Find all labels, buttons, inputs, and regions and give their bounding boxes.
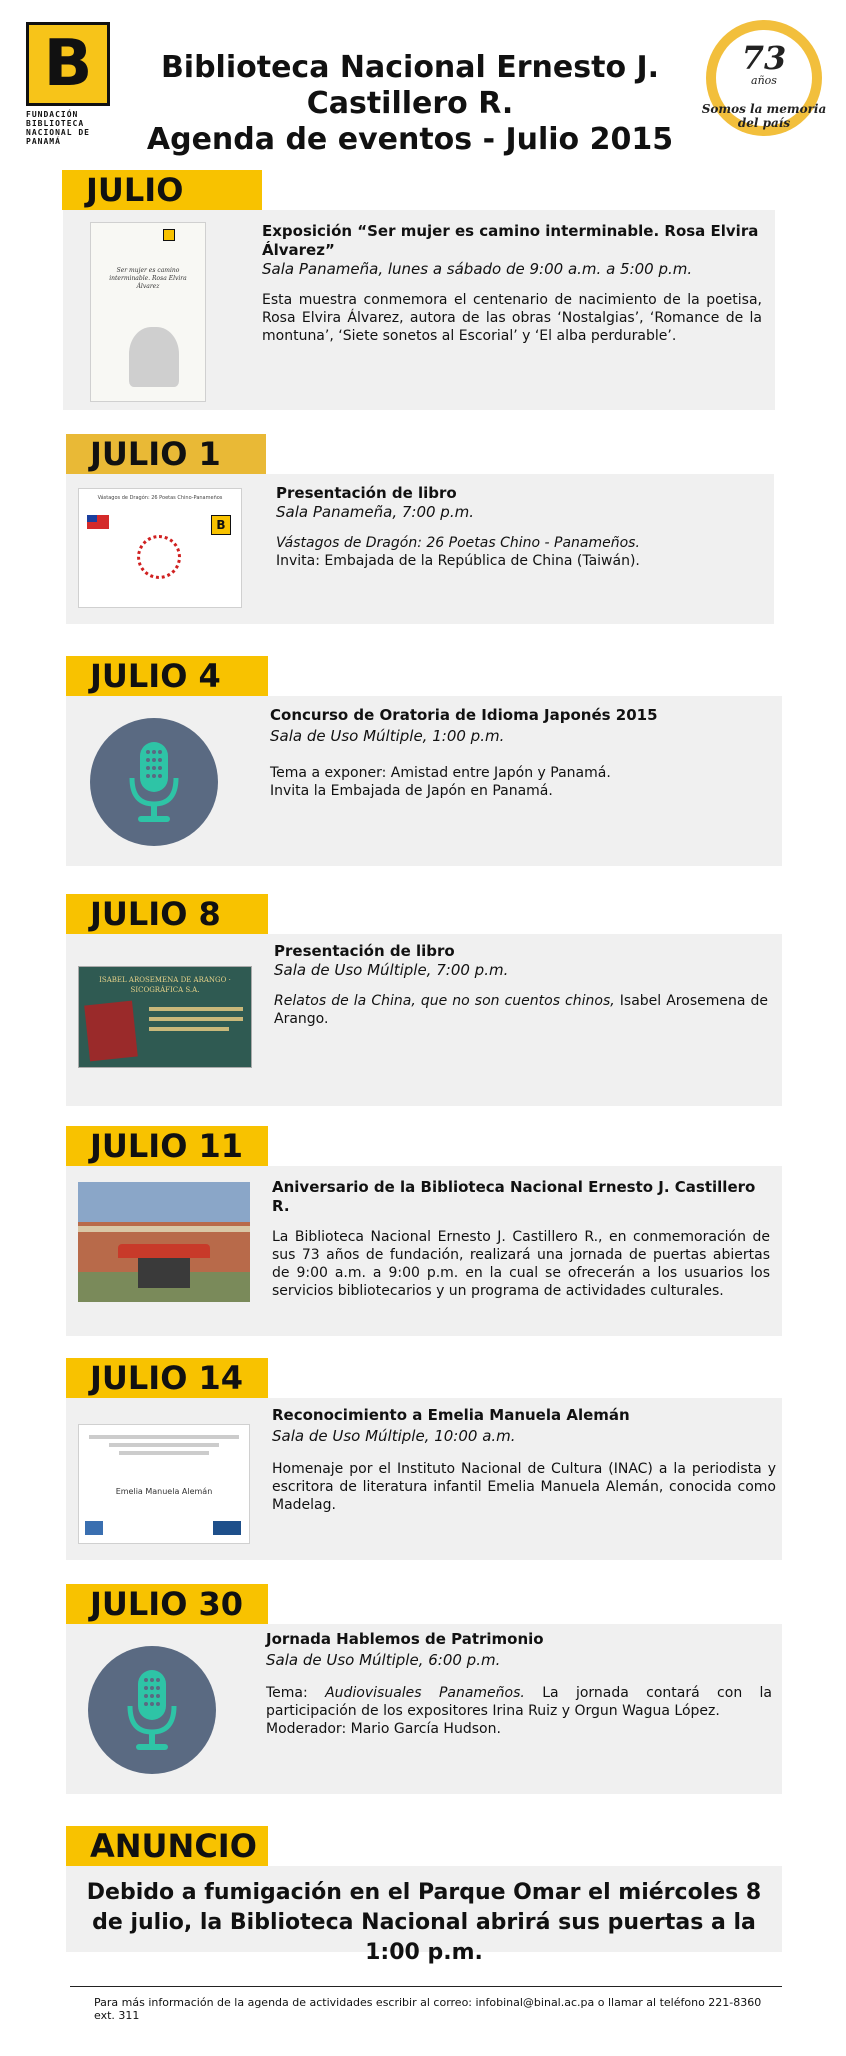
event-content-julio-14 <box>272 1406 776 1514</box>
topic-prefix: Tema: <box>266 1685 326 1701</box>
event-description: Esta muestra conmemora el centenario de nacimiento de la poetisa, Rosa Elvira Álvarez, autora de las obras ‘Nostalgias’, ‘Romance de la montuna’, ‘Siete sonetos al Escorial’ y ‘El alba perdurable’. <box>262 292 762 344</box>
event-subtitle: Sala Panameña, 7:00 p.m. <box>276 503 474 521</box>
event-content-julio-30 <box>266 1630 772 1738</box>
book-author: Isabel Arosemena de Arango. <box>274 993 768 1027</box>
event-description: La Biblioteca Nacional Ernesto J. Castillero R., en conmemoración de sus 73 años de fundación, realizará una jornada de puertas abiertas de 9:00 a.m. a 9:00 p.m. en la cual se ofrecerán a los usuarios los servicios bibliotecarios y un programa de actividades culturales. <box>272 1229 770 1299</box>
event-title: Aniversario de la Biblioteca Nacional Ernesto J. Castillero R. <box>272 1178 756 1215</box>
event-title: Jornada Hablemos de Patrimonio <box>266 1630 544 1648</box>
book-title: Relatos de la China, que no son cuentos chinos, <box>274 993 615 1009</box>
event-content-julio-8 <box>274 942 768 1028</box>
event-title: Concurso de Oratoria de Idioma Japonés 2015 <box>270 706 658 724</box>
event-content-julio-4 <box>270 706 770 800</box>
logo <box>26 22 110 146</box>
inac-logo-icon <box>85 1521 103 1535</box>
event-moderator: Moderador: Mario García Hudson. <box>266 1721 501 1737</box>
section-label-julio: JULIO <box>62 170 262 210</box>
book-title: Vástagos de Dragón: 26 Poetas Chino - Panameños. <box>276 535 640 551</box>
event-content-julio-1 <box>276 484 766 570</box>
event-description: Homenaje por el Instituto Nacional de Cultura (INAC) a la periodista y escritora de literatura infantil Emelia Manuela Alemán, conocida como Madelag. <box>272 1461 776 1513</box>
event-title: Presentación de libro <box>276 484 457 502</box>
invitation-name: Emelia Manuela Alemán <box>115 1487 213 1496</box>
seal-number: 73 <box>741 39 787 77</box>
taiwan-flag-icon <box>87 515 109 529</box>
book-invitation-thumbnail <box>78 488 242 608</box>
microphone-icon <box>90 718 218 846</box>
homage-invitation-thumbnail <box>78 1424 250 1544</box>
section-label-julio-11: JULIO 11 <box>66 1126 268 1166</box>
cultura-logo-icon <box>213 1521 241 1535</box>
event-title: Presentación de libro <box>274 942 455 960</box>
event-subtitle: Sala de Uso Múltiple, 10:00 a.m. <box>272 1427 516 1445</box>
section-label-anuncio: ANUNCIO <box>66 1826 268 1866</box>
section-label-julio-8: JULIO 8 <box>66 894 268 934</box>
event-subtitle: Sala de Uso Múltiple, 6:00 p.m. <box>266 1651 501 1669</box>
event-description: Invita: Embajada de la República de China (Taiwán). <box>276 553 640 569</box>
topic-details: La jornada contará con la participación de los expositores Irina Ruiz y Orgun Wagua López. <box>266 1685 773 1719</box>
microphone-icon <box>88 1646 216 1774</box>
book-cover-thumbnail <box>78 966 252 1068</box>
portrait-image <box>129 327 179 387</box>
anniversary-seal <box>701 20 827 136</box>
section-label-julio-1: JULIO 1 <box>66 434 266 474</box>
seal-slogan: Somos la memoria del país <box>701 102 827 130</box>
event-content-julio-11 <box>272 1178 770 1300</box>
event-content-julio <box>262 222 762 345</box>
poster-text: Ser mujer es camino interminable. Rosa Elvira Álvarez <box>109 267 187 290</box>
page-title <box>120 50 700 158</box>
dragon-emblem-icon <box>137 535 181 579</box>
page-title-line1: Biblioteca Nacional Ernesto J. Castillero R. <box>160 50 660 121</box>
cover-text: ISABEL AROSEMENA DE ARANGO · SICOGRÁFICA S.A. <box>99 976 231 994</box>
event-title: Reconocimiento a Emelia Manuela Alemán <box>272 1406 630 1424</box>
footer-divider <box>70 1986 782 1987</box>
event-subtitle: Sala de Uso Múltiple, 7:00 p.m. <box>274 961 509 979</box>
footer-contact-text: Para más información de la agenda de actividades escribir al correo: infobinal@binal.ac.pa o llamar al teléfono 221-8360 ext. 311 <box>94 1996 762 2022</box>
event-description <box>266 1684 772 1720</box>
library-logo-icon: B <box>211 515 231 535</box>
book-image <box>84 1001 138 1062</box>
announcement-text: Debido a fumigación en el Parque Omar el miércoles 8 de julio, la Biblioteca Nacional abrirá sus puertas a la 1:00 p.m. <box>86 1880 762 1965</box>
logo-text: FUNDACIÓN BIBLIOTECA NACIONAL DE PANAMÁ <box>26 110 90 146</box>
section-label-julio-30: JULIO 30 <box>66 1584 268 1624</box>
event-description: Tema a exponer: Amistad entre Japón y Panamá. <box>270 765 611 781</box>
section-label-julio-14: JULIO 14 <box>66 1358 268 1398</box>
invitation-text: Vástagos de Dragón: 26 Poetas Chino-Panameños <box>97 495 223 501</box>
seal-anos: años <box>751 74 777 87</box>
event-subtitle: Sala de Uso Múltiple, 1:00 p.m. <box>270 727 505 745</box>
logo-letter: B <box>26 22 110 106</box>
seal-inner <box>701 30 827 130</box>
event-description-2: Invita la Embajada de Japón en Panamá. <box>270 783 553 799</box>
page-title-line2: Agenda de eventos - Julio 2015 <box>146 122 674 157</box>
topic-title: Audiovisuales Panameños. <box>325 1685 525 1701</box>
event-title: Exposición “Ser mujer es camino interminable. Rosa Elvira Álvarez” <box>262 222 759 259</box>
event-description <box>274 992 768 1028</box>
exhibition-poster-thumbnail <box>90 222 206 402</box>
section-label-julio-4: JULIO 4 <box>66 656 268 696</box>
event-subtitle: Sala Panameña, lunes a sábado de 9:00 a.m. a 5:00 p.m. <box>262 260 693 278</box>
library-building-photo <box>78 1182 250 1302</box>
